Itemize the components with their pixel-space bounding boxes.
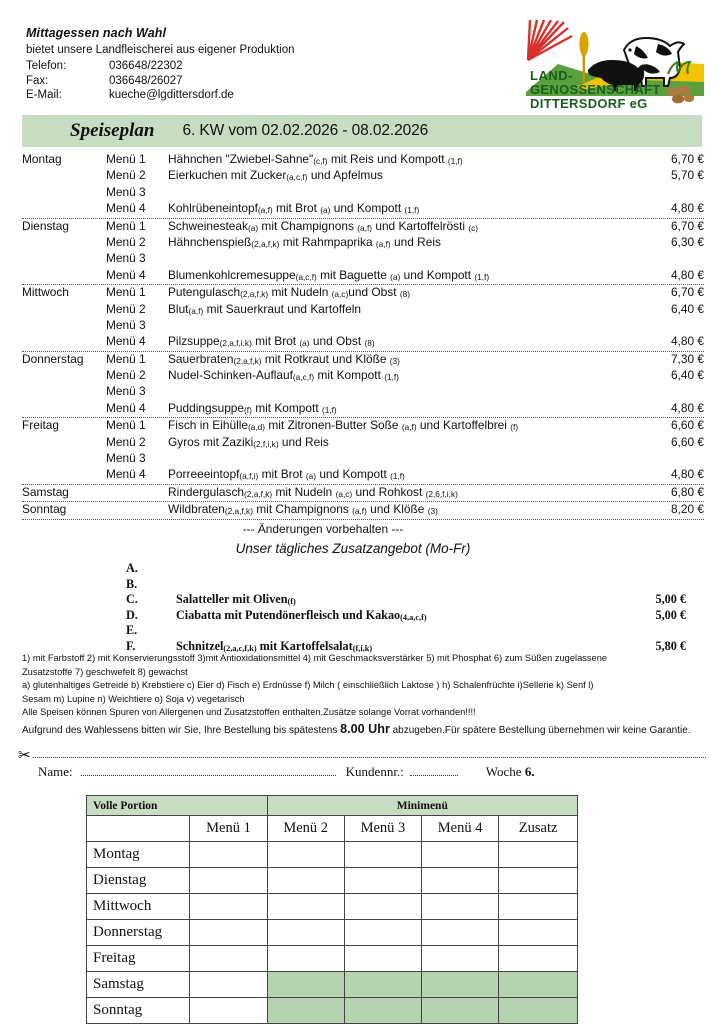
dish-description [168, 384, 642, 398]
legend-line-1: 1) mit Farbstoff 2) mit Konservierungsstoff 3)mit Antioxidationsmittel 4) mit Geschmacksverstärker 5) mit Phosphat 6) zum Süßen zugelassene [22, 653, 608, 663]
contact-label: E-Mail: [26, 89, 62, 101]
menu-day-block [22, 418, 704, 485]
order-cell[interactable] [344, 946, 421, 972]
week-value: 6. [524, 764, 535, 779]
cut-line [18, 748, 706, 763]
order-cell[interactable] [422, 920, 499, 946]
menu-day-block [22, 502, 704, 519]
legend-line-4: Sesam m) Lupine n) Weichtiere o) Soja v) vegetarisch [22, 693, 245, 704]
order-cell[interactable] [344, 868, 421, 894]
menu-row [22, 318, 704, 334]
order-day-label: Dienstag [87, 868, 190, 894]
column-header-menü-2: Menü 2 [267, 816, 344, 842]
order-cell[interactable] [190, 842, 267, 868]
logo-line-1: LAND- [530, 68, 573, 83]
order-day-label: Freitag [87, 946, 190, 972]
extra-price: 5,00 € [655, 607, 686, 622]
order-day-label: Samstag [87, 972, 190, 998]
menu-price: 6,70 € [670, 152, 704, 166]
table-row [87, 998, 578, 1024]
menu-row [22, 384, 704, 400]
day-name: Donnerstag [22, 351, 84, 366]
legend-line-3: a) glutenhaltiges Getreide b) Krebstiere c) Eier d) Fisch e) Erdnüsse f) Milch ( einschließlich Laktose ) h) Schalenfrüchte i)Sellerie k) Senf l) [22, 680, 594, 691]
menu-number: Menü 4 [106, 334, 146, 349]
order-cell[interactable] [499, 842, 578, 868]
menu-price: 6,60 € [670, 434, 704, 449]
menu-number: Menü 3 [106, 451, 146, 466]
day-name: Samstag [22, 484, 69, 499]
extra-price: 5,00 € [655, 592, 686, 607]
menu-day-block [22, 219, 704, 286]
extra-name [176, 623, 611, 638]
order-cell-unavailable [344, 998, 421, 1024]
menu-day-block [22, 152, 704, 219]
order-day-label: Donnerstag [87, 920, 190, 946]
customer-number-label: Kundennr.: [345, 764, 404, 779]
document-header [26, 26, 476, 103]
menu-row [22, 401, 704, 417]
extra-price: 5,80 € [655, 638, 686, 653]
menu-row [22, 352, 704, 368]
menu-row [22, 268, 704, 284]
name-input[interactable] [81, 764, 336, 776]
menu-price: 4,80 € [670, 334, 704, 349]
order-cell[interactable] [267, 920, 344, 946]
extra-item-row [22, 592, 704, 608]
menu-number: Menü 2 [106, 168, 146, 183]
menu-number: Menü 1 [106, 152, 146, 166]
order-cell-unavailable [422, 972, 499, 998]
dish-description [168, 318, 642, 332]
menu-number [106, 485, 168, 499]
menu-day-block [22, 352, 704, 419]
menu-row [22, 201, 704, 217]
contact-row [26, 59, 476, 74]
corner-cell [87, 816, 190, 842]
order-cell[interactable] [190, 946, 267, 972]
menu-number: Menü 3 [106, 384, 146, 399]
order-table[interactable] [86, 795, 578, 1024]
dish-description: Nudel-Schinken-Auflauf(a,c,f) mit Kompott (1,f) [168, 368, 399, 383]
order-cell[interactable] [344, 920, 421, 946]
contact-value: 036648/26027 [109, 74, 183, 87]
deadline-time: 8.00 Uhr [340, 721, 390, 736]
dish-description: Puddingsuppe(f) mit Kompott (1,f) [168, 400, 337, 415]
order-cell-unavailable [422, 998, 499, 1024]
dish-description [168, 251, 642, 265]
menu-price: 6,70 € [670, 285, 704, 300]
day-name: Sonntag [22, 502, 67, 517]
order-cell[interactable] [267, 868, 344, 894]
column-header-zusatz: Zusatz [499, 816, 578, 842]
menu-row [22, 334, 704, 350]
banner-word: Speiseplan [70, 120, 155, 141]
company-logo [518, 20, 710, 112]
menu-price: 6,30 € [670, 234, 704, 249]
extra-item-row [22, 608, 704, 624]
speiseplan-banner [22, 115, 702, 147]
menu-row [22, 435, 704, 451]
cut-dashes [33, 756, 706, 758]
menu-number: Menü 4 [106, 201, 146, 216]
extra-name [176, 577, 611, 592]
order-cell-unavailable [267, 972, 344, 998]
sunburst-icon [528, 20, 572, 60]
menu-number: Menü 4 [106, 400, 146, 415]
extra-letter: F. [126, 638, 136, 653]
menu-row [22, 285, 704, 301]
dish-description [168, 185, 642, 199]
extra-item-row [22, 561, 704, 577]
menu-number: Menü 2 [106, 434, 146, 449]
contact-value: kueche@lgdittersdorf.de [109, 89, 234, 101]
deadline-pre: Aufgrund des Wahlessens bitten wir Sie, Ihre Bestellung bis spätestens [22, 724, 341, 736]
extra-letter: C. [126, 592, 138, 607]
deadline-post: abzugeben.Für spätere Bestellung übernehmen wir keine Garantie. [389, 724, 691, 736]
order-cell[interactable] [422, 842, 499, 868]
order-cell[interactable] [499, 868, 578, 894]
menu-number [106, 502, 168, 516]
menu-price: 6,60 € [670, 418, 704, 433]
legend-line-5: Alle Speisen können Spuren von Allergenen und Zusatzstoffen enthalten.Zusätze solange Vorrat vorhanden!!!! [22, 707, 476, 718]
column-header-menü-4: Menü 4 [422, 816, 499, 842]
menu-row [22, 418, 704, 434]
menu-row [22, 485, 704, 501]
customer-number-input[interactable] [410, 764, 458, 776]
order-cell[interactable] [267, 946, 344, 972]
menu-price: 4,80 € [670, 467, 704, 482]
header-subtitle: bietet unsere Landfleischerei aus eigener Produktion [26, 44, 295, 56]
menu-price: 4,80 € [670, 267, 704, 282]
column-header-menü-3: Menü 3 [344, 816, 421, 842]
order-cell[interactable] [422, 868, 499, 894]
menu-price: 6,40 € [670, 301, 704, 316]
day-name: Montag [22, 152, 62, 166]
order-day-label: Mittwoch [87, 894, 190, 920]
menu-number: Menü 1 [106, 351, 146, 366]
menu-row [22, 302, 704, 318]
banner-week-range: 6. KW vom 02.02.2026 - 08.02.2026 [182, 122, 429, 139]
menu-number: Menü 3 [106, 317, 146, 332]
dish-description: Putengulasch(2,a,f,k) mit Nudeln (a,c)und Obst (8) [168, 285, 410, 300]
extras-list [22, 561, 704, 655]
dish-description: Pilzsuppe(2,a,f,i,k) mit Brot (a) und Obst (8) [168, 334, 375, 349]
dish-description: Gyros mit Zaziki(2,f,i,k) und Reis [168, 434, 329, 449]
dish-description: Wildbraten(2,a,f,k) mit Champignons (a,f) und Klöße (3) [168, 502, 438, 517]
order-cell[interactable] [422, 894, 499, 920]
extra-name [176, 561, 611, 576]
dish-description: Blut(a,f) mit Sauerkraut und Kartoffeln [168, 301, 362, 316]
table-row [87, 868, 578, 894]
menu-price: 6,80 € [670, 484, 704, 499]
menu-row [22, 368, 704, 384]
order-cell[interactable] [190, 972, 267, 998]
order-cell[interactable] [499, 920, 578, 946]
contact-row [26, 88, 476, 103]
dish-description: Schweinesteak(a) mit Champignons (a,f) und Kartoffelrösti (c) [168, 218, 478, 233]
order-cell-unavailable [499, 972, 578, 998]
order-table-column-headers [87, 816, 578, 842]
extra-item-row [22, 623, 704, 639]
menu-number: Menü 1 [106, 285, 146, 300]
order-cell[interactable] [499, 946, 578, 972]
name-label: Name: [38, 764, 73, 779]
dish-description: Sauerbraten(2,a,f,k) mit Rotkraut und Klöße (3) [168, 351, 400, 366]
header-minimenue: Minimenü [267, 796, 577, 816]
order-cell[interactable] [190, 894, 267, 920]
extras-title: Unser tägliches Zusatzangebot (Mo-Fr) [235, 541, 471, 556]
dish-description: Kohlrübeneintopf(a,f) mit Brot (a) und Kompott (1,f) [168, 201, 420, 216]
menu-number: Menü 1 [106, 218, 146, 233]
contact-value: 036648/22302 [109, 60, 183, 72]
week-number [486, 764, 535, 780]
contact-row [26, 74, 476, 89]
dish-description: Blumenkohlcremesuppe(a,c,f) mit Baguette (a) und Kompott (1,f) [168, 267, 490, 282]
menu-price: 5,70 € [670, 168, 704, 183]
menu-price: 7,30 € [670, 351, 704, 366]
day-name: Dienstag [22, 218, 69, 233]
menu-row [22, 235, 704, 251]
dish-description: Rindergulasch(2,a,f,k) mit Nudeln (a,c) und Rohkost (2,6,f,i,k) [168, 484, 458, 499]
extra-name: Salatteller mit Oliven(f) [176, 592, 296, 607]
legend-order-deadline [22, 723, 706, 738]
menu-row [22, 467, 704, 483]
menu-row [22, 502, 704, 518]
menu-number: Menü 3 [106, 184, 146, 199]
extra-name: Ciabatta mit Putendönerfleisch und Kakao(4,a,c,f) [176, 607, 427, 622]
legend-line-2: Zusatzstoffe 7) geschwefelt 8) gewachst [22, 666, 188, 677]
order-cell-unavailable [344, 972, 421, 998]
page-title: Mittagessen nach Wahl [26, 26, 167, 40]
menu-number: Menü 1 [106, 418, 146, 433]
contact-list [26, 59, 476, 103]
column-header-menü-1: Menü 1 [190, 816, 267, 842]
menu-price: 8,20 € [670, 502, 704, 517]
dish-description: Hähnchen "Zwiebel-Sahne"(c,f) mit Reis und Kompott (1,f) [168, 152, 463, 166]
menu-day-block [22, 485, 704, 502]
order-cell[interactable] [190, 868, 267, 894]
extra-letter: D. [126, 607, 138, 622]
week-label: Woche [485, 764, 525, 779]
menu-price: 4,80 € [670, 201, 704, 216]
dish-description [168, 451, 642, 465]
extra-letter: B. [126, 576, 138, 591]
order-cell[interactable] [190, 920, 267, 946]
dish-description: Eierkuchen mit Zucker(a,c,f) und Apfelmus [168, 168, 383, 183]
menu-row [22, 451, 704, 467]
menu-price: 6,70 € [670, 218, 704, 233]
order-cell-unavailable [267, 998, 344, 1024]
logo-line-2: GENOSSENSCHAFT [530, 82, 661, 97]
menu-number: Menü 2 [106, 368, 146, 383]
order-identity-line [38, 764, 698, 780]
extra-letter: E. [126, 623, 138, 638]
dish-description: Fisch in Eihülle(a,d) mit Zitronen-Butter Soße (a,f) und Kartoffelbrei (f) [168, 418, 519, 433]
table-row [87, 842, 578, 868]
order-table-header-top [87, 796, 578, 816]
order-day-label: Sonntag [87, 998, 190, 1024]
extra-name: Schnitzel(2,a,c,f,k) mit Kartoffelsalat(f,i,k) [176, 638, 373, 653]
menu-number: Menü 2 [106, 234, 146, 249]
table-row [87, 946, 578, 972]
table-row [87, 972, 578, 998]
table-row [87, 894, 578, 920]
menu-price: 4,80 € [670, 400, 704, 415]
order-cell[interactable] [267, 894, 344, 920]
order-cell[interactable] [422, 946, 499, 972]
daily-extras [22, 541, 704, 655]
logo-line-3: DITTERSDORF eG [530, 96, 648, 111]
header-volle-portion: Volle Portion [87, 796, 268, 816]
weekly-menu [22, 152, 704, 536]
order-cell-unavailable [499, 998, 578, 1024]
menu-price: 6,40 € [670, 368, 704, 383]
menu-changes-note: --- Änderungen vorbehalten --- [242, 521, 404, 536]
order-day-label: Montag [87, 842, 190, 868]
order-cell[interactable] [267, 842, 344, 868]
menu-row [22, 152, 704, 168]
table-row [87, 920, 578, 946]
menu-row [22, 168, 704, 184]
menu-row [22, 251, 704, 267]
contact-label: Telefon: [26, 60, 67, 72]
extra-item-row [22, 577, 704, 593]
contact-label: Fax: [26, 74, 49, 87]
day-name: Freitag [22, 418, 60, 433]
allergen-legend [22, 652, 706, 738]
scissors-icon: ✂ [18, 747, 31, 764]
menu-row [22, 219, 704, 235]
menu-number: Menü 4 [106, 267, 146, 282]
dish-description: Porreeeintopf(a,f,i) mit Brot (a) und Kompott (1,f) [168, 467, 405, 482]
menu-number: Menü 3 [106, 251, 146, 266]
order-cell[interactable] [190, 998, 267, 1024]
order-cell[interactable] [344, 842, 421, 868]
menu-number: Menü 2 [106, 301, 146, 316]
day-name: Mittwoch [22, 285, 69, 300]
dish-description: Hähnchenspieß(2,a,f,k) mit Rahmpaprika (a,f) und Reis [168, 234, 441, 249]
menu-row [22, 185, 704, 201]
menu-number: Menü 4 [106, 467, 146, 482]
menu-day-block [22, 285, 704, 352]
extra-letter: A. [126, 561, 138, 575]
order-cell[interactable] [344, 894, 421, 920]
order-cell[interactable] [499, 894, 578, 920]
